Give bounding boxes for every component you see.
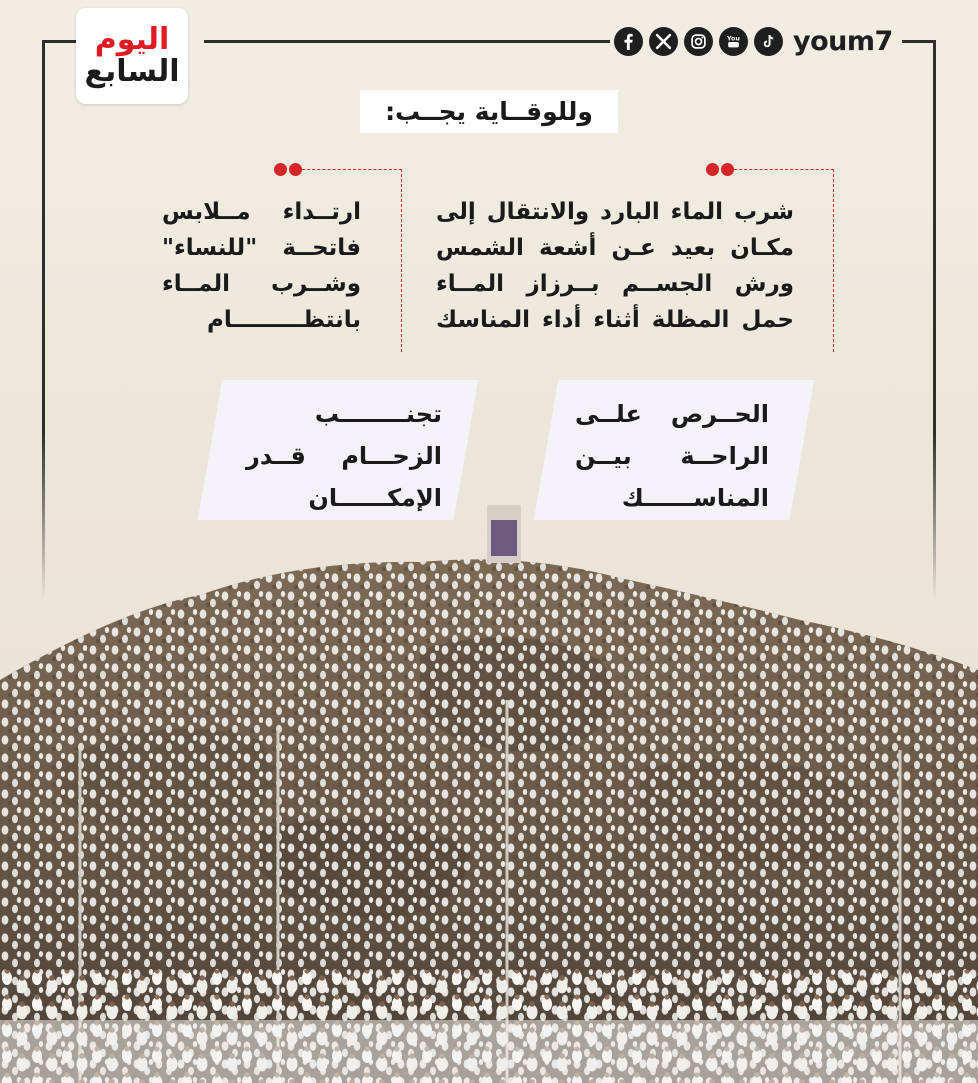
card-rest-line-3: المناســــــك <box>621 484 769 512</box>
frame-line-top-right <box>902 40 936 43</box>
youtube-icon-text: You <box>727 34 740 43</box>
bullet-line-left-top <box>302 169 402 170</box>
bullet-dots-left <box>274 163 302 176</box>
bullet-dots-right <box>706 163 734 176</box>
brand-name[interactable]: youm7 <box>793 26 893 57</box>
frame-line-top <box>204 40 610 43</box>
card-crowd-line-3: الإمكــــــان <box>308 484 442 512</box>
social-bar <box>614 26 893 57</box>
tip-right-line-2: مكـان بعيد عـن أشعة الشمس <box>436 235 794 261</box>
tip-left-line-1: ارتــداء مــلابس <box>162 199 361 225</box>
bullet-line-right <box>833 169 834 352</box>
card-crowd-line-1: تجنــــــــب <box>314 400 442 428</box>
pilgrims-mountain-photo <box>0 500 978 1083</box>
youtube-icon[interactable] <box>719 27 748 56</box>
bullet-line-right-top <box>734 169 834 170</box>
bullet-line-left <box>401 169 402 352</box>
youm7-logo[interactable] <box>76 8 188 104</box>
x-icon[interactable] <box>649 27 678 56</box>
instagram-icon[interactable] <box>684 27 713 56</box>
prevention-heading: وللوقــاية يجــب: <box>360 90 618 133</box>
tip-right-line-4: حمل المظلة أثناء أداء المناسك <box>436 307 794 333</box>
tip-left-line-4: بانتظـــــــــام <box>207 307 361 333</box>
card-crowd-line-2: الزحـــام قــدر <box>246 442 442 470</box>
tiktok-icon[interactable] <box>754 27 783 56</box>
frame-line-top-left <box>42 40 76 43</box>
tip-right-line-1: شرب الماء البارد والانتقال إلى <box>436 199 794 225</box>
logo-line-1: اليوم <box>94 22 170 57</box>
card-rest-line-1: الحــرص علــى <box>575 400 769 428</box>
tip-left <box>162 194 361 338</box>
facebook-icon[interactable] <box>614 27 643 56</box>
logo-line-2: السابع <box>84 54 180 89</box>
card-rest-line-2: الراحــة بيــن <box>575 442 769 470</box>
tip-right <box>436 194 794 338</box>
tip-right-line-3: ورش الجســم بــرزاز المــاء <box>436 271 794 297</box>
tip-left-line-2: فاتحــة "للنساء" <box>162 235 361 261</box>
tip-left-line-3: وشــرب المــاء <box>162 271 361 297</box>
